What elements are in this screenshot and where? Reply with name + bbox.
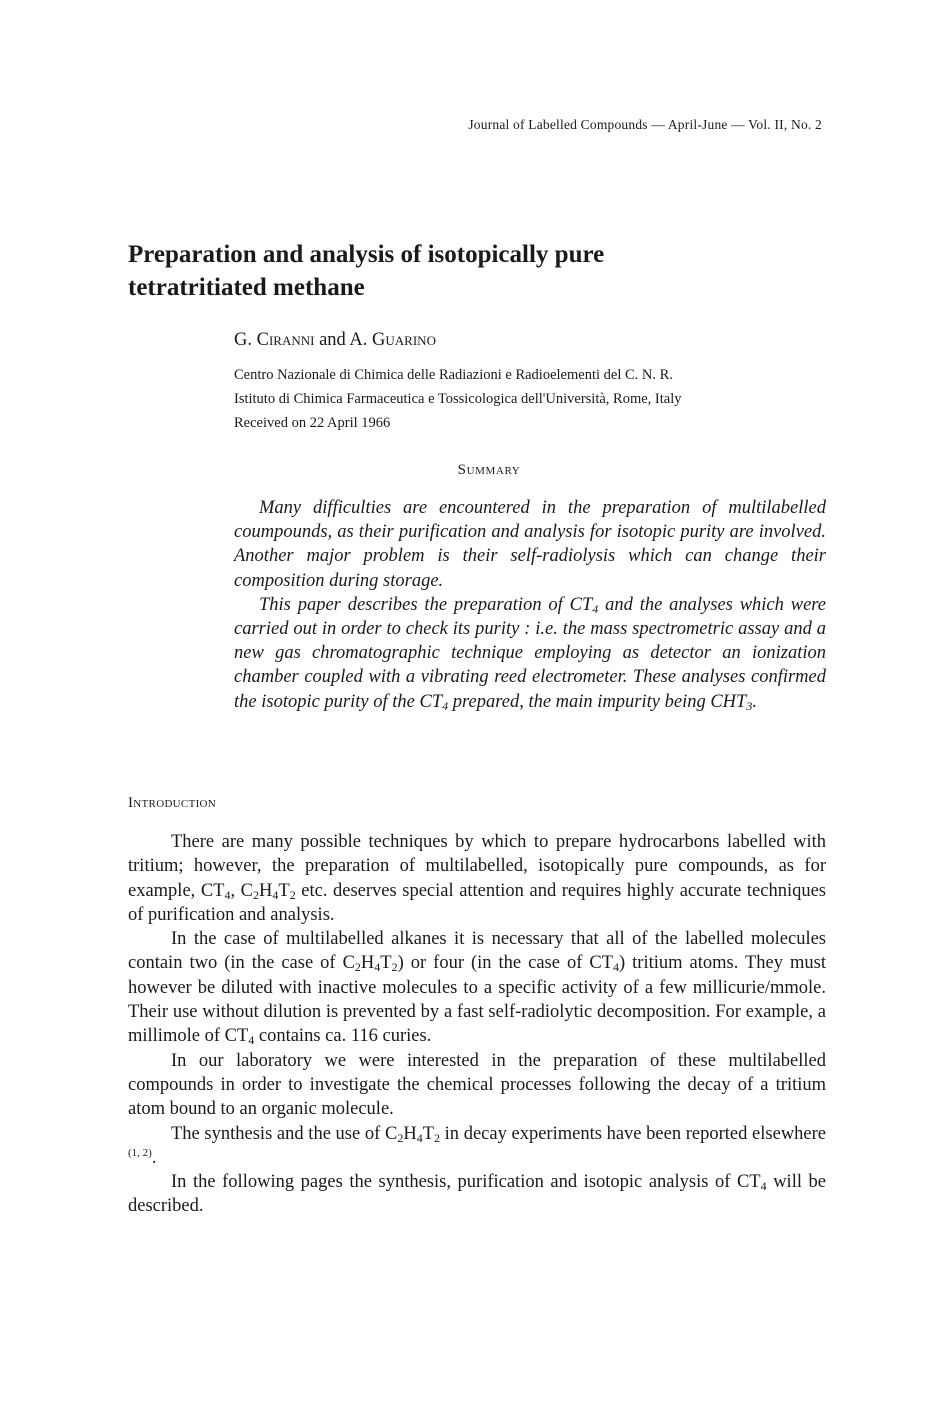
running-head: Journal of Labelled Compounds — April-June — Vol. II, No. 2 (468, 117, 822, 132)
intro-paragraph-5: In the following pages the synthesis, purification and isotopic analysis of $CT_4$ will be described. (128, 1172, 826, 1217)
intro-paragraph-3: In our laboratory we were interested in the preparation of these multilabelled compounds in order to investigate the chemical processes following the decay of a tritium atom bound to an organic molecule. (128, 1050, 826, 1120)
article-title (128, 238, 828, 304)
author-1-initial: G. (234, 330, 257, 350)
affiliation-line-2: Istituto di Chimica Farmaceutica e Tossicologica dell'Università, Rome, Italy (234, 391, 682, 407)
summary-heading: Summary (457, 462, 521, 478)
summary-paragraph-1: Many difficulties are encountered in the preparation of multilabelled coumpounds, as their purification and analysis for isotopic purity are involved. Another major problem is their self-radiolysis which can change their composition during storage. (234, 498, 826, 591)
author-1-surname: Ciranni (256, 330, 315, 350)
summary-text (234, 496, 826, 714)
intro-paragraph-4: The synthesis and the use of $C_2H_4T_2$ in decay experiments have been reported elsewhere $^{(1, 2)}$. (128, 1123, 827, 1168)
title-line-1: Preparation and analysis of isotopically pure (128, 241, 605, 268)
intro-paragraph-1: There are many possible techniques by which to prepare hydrocarbons labelled with tritium; however, the preparation of multilabelled, isotopically pure compounds, as for example, $CT_4$, $C_2H_4T_2$ etc. deserves special attention and requires highly accurate techniques of purification and analysis. (128, 832, 826, 925)
author-2-surname: Guarino (372, 330, 436, 350)
introduction-heading: Introduction (128, 795, 217, 811)
citation-reference: (1, 2) (128, 1146, 152, 1159)
title-line-2: tetratritiated methane (128, 274, 365, 301)
received-date: Received on 22 April 1966 (234, 415, 391, 431)
author-line (234, 330, 436, 351)
author-conjunction: and (314, 330, 350, 350)
introduction-body (128, 830, 826, 1219)
affiliation-line-1: Centro Nazionale di Chimica delle Radiazioni e Radioelementi del C. N. R. (234, 367, 673, 383)
intro-paragraph-2: In the case of multilabelled alkanes it is necessary that all of the labelled molecules contain two (in the case of $C_2H_4T_2$) or four (in the case of $CT_4$) tritium atoms. They must however be diluted with inactive molecules to a specific activity of a few millicurie/mmole. Their use without dilution is prevented by a fast self-radiolytic decomposition. For example, a millimole of $CT_4$ contains ca. 116 curies. (128, 929, 826, 1048)
summary-paragraph-2: This paper describes the preparation of $CT_4$ and the analyses which were carried out in order to check its purity : i.e. the mass spectrometric assay and a new gas chromatographic technique employing as detector an ionization chamber coupled with a vibrating reed electrometer. These analyses confirmed the isotopic purity of the $CT_4$ prepared, the main impurity being $CHT_3$. (234, 594, 827, 713)
author-2-initial: A. (349, 330, 373, 350)
